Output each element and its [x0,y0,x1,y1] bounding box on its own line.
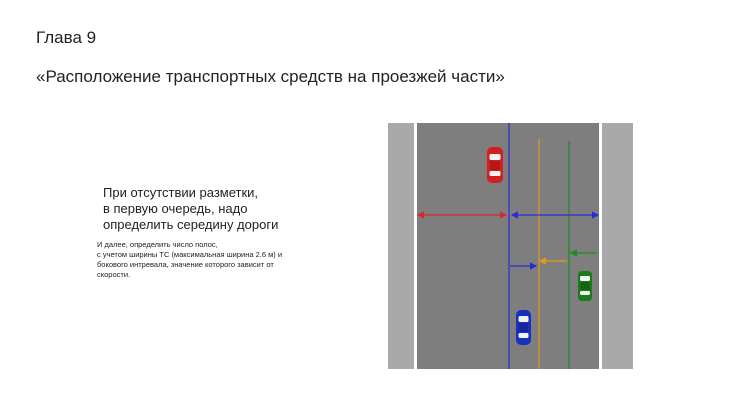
lead-text [103,185,278,233]
note-text [97,240,282,280]
chapter-heading: Глава 9 [36,28,97,47]
note-line-1: И далее, определить число полос, [97,240,218,249]
lead-line-3: определить середину дороги [103,217,279,232]
lead-line-1: При отсутствии разметки, [103,185,259,200]
note-line-4: скорости. [97,270,131,279]
left-shoulder [388,123,414,369]
green-car [578,271,592,301]
blue-car [516,310,531,345]
red-car [487,147,503,183]
road-svg [388,123,633,369]
slide-title: «Расположение транспортных средств на проезжей части» [36,67,505,86]
road-diagram [388,123,633,369]
note-line-2: с учетом ширины ТС (максимальная ширина 2.6 м) и [97,250,283,259]
left-edge-line [414,123,417,369]
asphalt [414,123,602,369]
lead-line-2: в первую очередь, надо [103,201,248,216]
note-line-3: бокового интревала, значение которого зависит от [97,260,274,269]
right-edge-line [599,123,602,369]
right-shoulder [602,123,633,369]
